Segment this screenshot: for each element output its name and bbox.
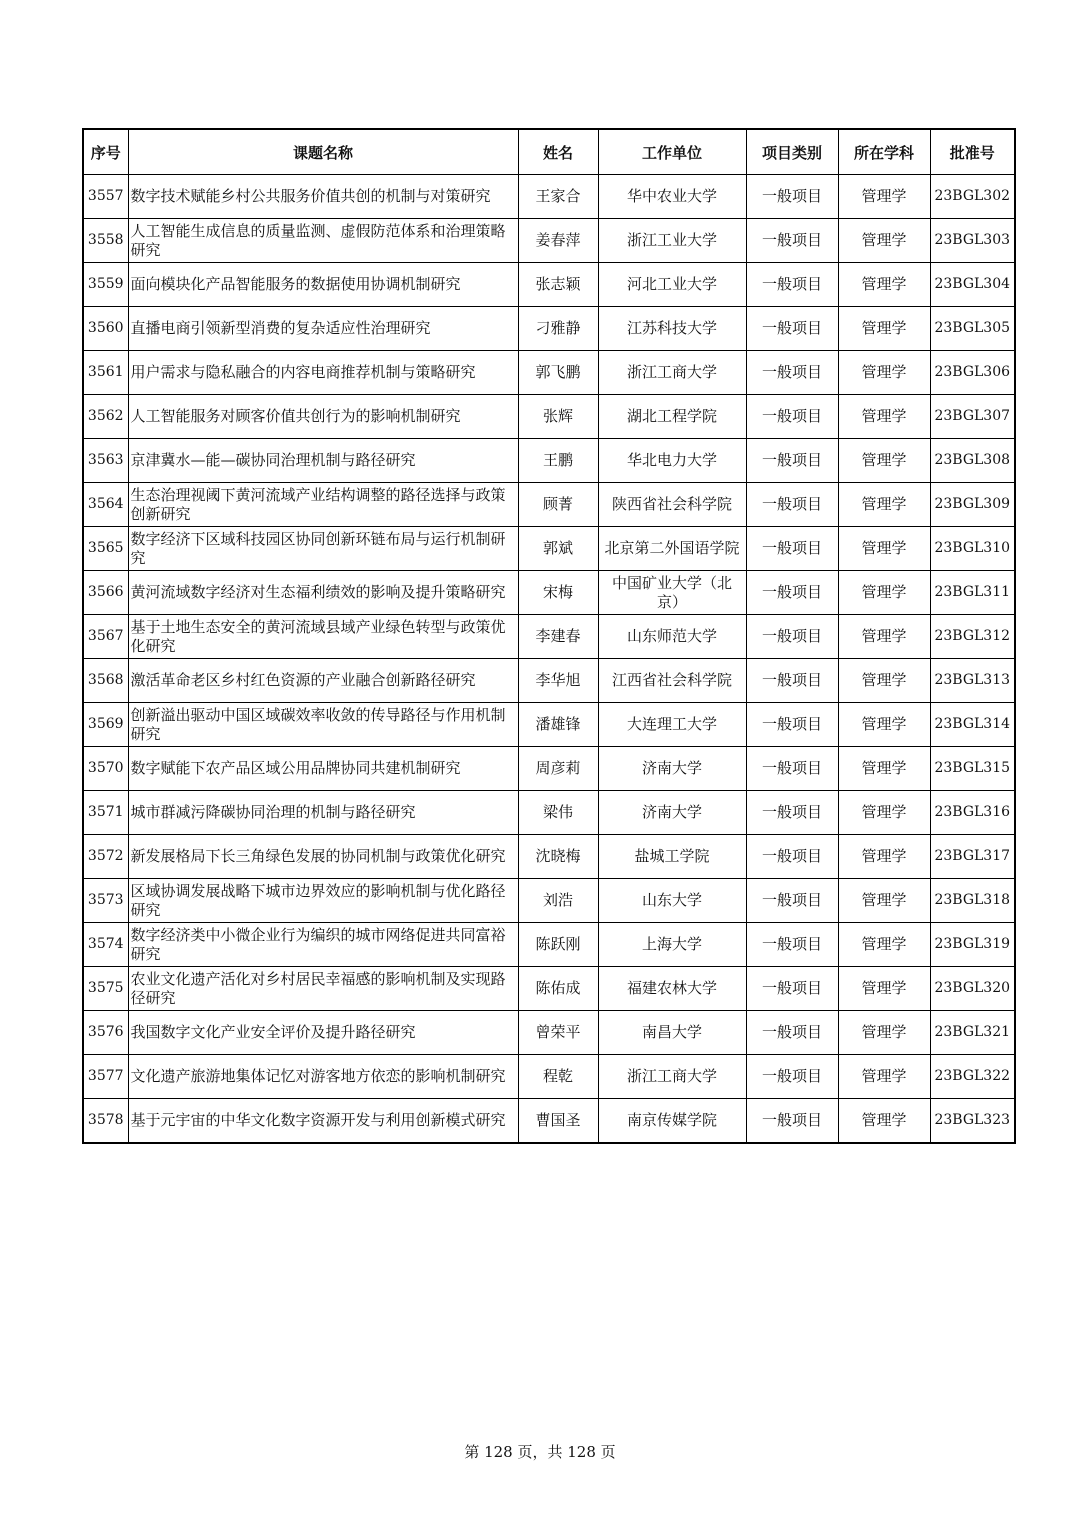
table-row bbox=[83, 571, 1015, 615]
table-row bbox=[83, 1011, 1015, 1055]
cell-unit: 济南大学 bbox=[598, 791, 746, 835]
header-no: 序号 bbox=[83, 129, 128, 175]
table-row bbox=[83, 747, 1015, 791]
cell-unit: 济南大学 bbox=[598, 747, 746, 791]
cell-category: 一般项目 bbox=[746, 879, 838, 923]
page-number: 第 128 页，共 128 页 bbox=[464, 1443, 616, 1461]
cell-category: 一般项目 bbox=[746, 615, 838, 659]
cell-unit: 河北工业大学 bbox=[598, 263, 746, 307]
cell-approval: 23BGL316 bbox=[930, 791, 1015, 835]
cell-unit: 华中农业大学 bbox=[598, 175, 746, 219]
table-row bbox=[83, 307, 1015, 351]
cell-no: 3567 bbox=[83, 615, 128, 659]
cell-discipline: 管理学 bbox=[838, 703, 930, 747]
cell-name: 程乾 bbox=[518, 1055, 598, 1099]
cell-name: 潘雄锋 bbox=[518, 703, 598, 747]
cell-name: 沈晓梅 bbox=[518, 835, 598, 879]
cell-unit: 陕西省社会科学院 bbox=[598, 483, 746, 527]
cell-category: 一般项目 bbox=[746, 835, 838, 879]
cell-approval: 23BGL308 bbox=[930, 439, 1015, 483]
table-row bbox=[83, 703, 1015, 747]
table-row bbox=[83, 923, 1015, 967]
cell-approval: 23BGL304 bbox=[930, 263, 1015, 307]
cell-unit: 山东师范大学 bbox=[598, 615, 746, 659]
cell-unit: 浙江工商大学 bbox=[598, 351, 746, 395]
cell-approval: 23BGL321 bbox=[930, 1011, 1015, 1055]
cell-approval: 23BGL310 bbox=[930, 527, 1015, 571]
cell-discipline: 管理学 bbox=[838, 615, 930, 659]
table-row bbox=[83, 527, 1015, 571]
cell-category: 一般项目 bbox=[746, 439, 838, 483]
cell-discipline: 管理学 bbox=[838, 923, 930, 967]
cell-approval: 23BGL315 bbox=[930, 747, 1015, 791]
table-row bbox=[83, 835, 1015, 879]
cell-no: 3558 bbox=[83, 219, 128, 263]
cell-no: 3557 bbox=[83, 175, 128, 219]
cell-unit: 南京传媒学院 bbox=[598, 1099, 746, 1143]
cell-approval: 23BGL319 bbox=[930, 923, 1015, 967]
table-row bbox=[83, 263, 1015, 307]
cell-unit: 大连理工大学 bbox=[598, 703, 746, 747]
cell-title: 城市群减污降碳协同治理的机制与路径研究 bbox=[128, 791, 518, 835]
cell-discipline: 管理学 bbox=[838, 1011, 930, 1055]
cell-name: 梁伟 bbox=[518, 791, 598, 835]
cell-no: 3560 bbox=[83, 307, 128, 351]
cell-title: 文化遗产旅游地集体记忆对游客地方依恋的影响机制研究 bbox=[128, 1055, 518, 1099]
cell-unit: 南昌大学 bbox=[598, 1011, 746, 1055]
cell-name: 宋梅 bbox=[518, 571, 598, 615]
cell-name: 李建春 bbox=[518, 615, 598, 659]
cell-category: 一般项目 bbox=[746, 703, 838, 747]
cell-unit: 湖北工程学院 bbox=[598, 395, 746, 439]
cell-category: 一般项目 bbox=[746, 659, 838, 703]
cell-title: 人工智能生成信息的质量监测、虚假防范体系和治理策略研究 bbox=[128, 219, 518, 263]
cell-discipline: 管理学 bbox=[838, 263, 930, 307]
header-category: 项目类别 bbox=[746, 129, 838, 175]
cell-name: 李华旭 bbox=[518, 659, 598, 703]
header-title: 课题名称 bbox=[128, 129, 518, 175]
cell-title: 黄河流域数字经济对生态福利绩效的影响及提升策略研究 bbox=[128, 571, 518, 615]
cell-category: 一般项目 bbox=[746, 571, 838, 615]
cell-approval: 23BGL312 bbox=[930, 615, 1015, 659]
cell-no: 3577 bbox=[83, 1055, 128, 1099]
table-row bbox=[83, 483, 1015, 527]
cell-category: 一般项目 bbox=[746, 527, 838, 571]
cell-name: 姜春萍 bbox=[518, 219, 598, 263]
cell-unit: 江苏科技大学 bbox=[598, 307, 746, 351]
cell-discipline: 管理学 bbox=[838, 483, 930, 527]
cell-title: 我国数字文化产业安全评价及提升路径研究 bbox=[128, 1011, 518, 1055]
table-body bbox=[83, 175, 1015, 1143]
table-row bbox=[83, 1099, 1015, 1143]
cell-approval: 23BGL307 bbox=[930, 395, 1015, 439]
projects-table bbox=[82, 128, 1016, 1144]
cell-no: 3563 bbox=[83, 439, 128, 483]
cell-unit: 上海大学 bbox=[598, 923, 746, 967]
cell-category: 一般项目 bbox=[746, 923, 838, 967]
cell-name: 王家合 bbox=[518, 175, 598, 219]
cell-category: 一般项目 bbox=[746, 1011, 838, 1055]
cell-discipline: 管理学 bbox=[838, 175, 930, 219]
cell-unit: 浙江工业大学 bbox=[598, 219, 746, 263]
table-row bbox=[83, 659, 1015, 703]
cell-no: 3572 bbox=[83, 835, 128, 879]
cell-category: 一般项目 bbox=[746, 483, 838, 527]
cell-name: 顾菁 bbox=[518, 483, 598, 527]
cell-category: 一般项目 bbox=[746, 1055, 838, 1099]
cell-unit: 山东大学 bbox=[598, 879, 746, 923]
cell-discipline: 管理学 bbox=[838, 307, 930, 351]
cell-title: 区域协调发展战略下城市边界效应的影响机制与优化路径研究 bbox=[128, 879, 518, 923]
cell-no: 3576 bbox=[83, 1011, 128, 1055]
cell-name: 刁雅静 bbox=[518, 307, 598, 351]
table-row bbox=[83, 791, 1015, 835]
cell-no: 3575 bbox=[83, 967, 128, 1011]
cell-no: 3574 bbox=[83, 923, 128, 967]
cell-title: 京津冀水—能—碳协同治理机制与路径研究 bbox=[128, 439, 518, 483]
table-row bbox=[83, 967, 1015, 1011]
cell-name: 曾荣平 bbox=[518, 1011, 598, 1055]
table-row bbox=[83, 175, 1015, 219]
cell-no: 3569 bbox=[83, 703, 128, 747]
cell-category: 一般项目 bbox=[746, 307, 838, 351]
cell-no: 3571 bbox=[83, 791, 128, 835]
cell-title: 面向模块化产品智能服务的数据使用协调机制研究 bbox=[128, 263, 518, 307]
cell-title: 人工智能服务对顾客价值共创行为的影响机制研究 bbox=[128, 395, 518, 439]
cell-discipline: 管理学 bbox=[838, 967, 930, 1011]
header-approval: 批准号 bbox=[930, 129, 1015, 175]
cell-category: 一般项目 bbox=[746, 351, 838, 395]
cell-approval: 23BGL318 bbox=[930, 879, 1015, 923]
cell-discipline: 管理学 bbox=[838, 1099, 930, 1143]
table-row bbox=[83, 439, 1015, 483]
cell-no: 3578 bbox=[83, 1099, 128, 1143]
cell-unit: 盐城工学院 bbox=[598, 835, 746, 879]
cell-discipline: 管理学 bbox=[838, 219, 930, 263]
cell-no: 3573 bbox=[83, 879, 128, 923]
table-row bbox=[83, 351, 1015, 395]
cell-approval: 23BGL322 bbox=[930, 1055, 1015, 1099]
cell-approval: 23BGL303 bbox=[930, 219, 1015, 263]
cell-name: 刘浩 bbox=[518, 879, 598, 923]
cell-name: 张辉 bbox=[518, 395, 598, 439]
cell-approval: 23BGL302 bbox=[930, 175, 1015, 219]
cell-approval: 23BGL306 bbox=[930, 351, 1015, 395]
table-row bbox=[83, 219, 1015, 263]
cell-category: 一般项目 bbox=[746, 791, 838, 835]
cell-discipline: 管理学 bbox=[838, 1055, 930, 1099]
cell-discipline: 管理学 bbox=[838, 747, 930, 791]
cell-discipline: 管理学 bbox=[838, 879, 930, 923]
cell-unit: 北京第二外国语学院 bbox=[598, 527, 746, 571]
cell-title: 新发展格局下长三角绿色发展的协同机制与政策优化研究 bbox=[128, 835, 518, 879]
cell-approval: 23BGL305 bbox=[930, 307, 1015, 351]
cell-discipline: 管理学 bbox=[838, 659, 930, 703]
cell-approval: 23BGL313 bbox=[930, 659, 1015, 703]
cell-discipline: 管理学 bbox=[838, 351, 930, 395]
cell-unit: 浙江工商大学 bbox=[598, 1055, 746, 1099]
cell-name: 王鹏 bbox=[518, 439, 598, 483]
header-unit: 工作单位 bbox=[598, 129, 746, 175]
cell-no: 3570 bbox=[83, 747, 128, 791]
cell-discipline: 管理学 bbox=[838, 439, 930, 483]
cell-title: 农业文化遗产活化对乡村居民幸福感的影响机制及实现路径研究 bbox=[128, 967, 518, 1011]
cell-unit: 江西省社会科学院 bbox=[598, 659, 746, 703]
cell-name: 周彦莉 bbox=[518, 747, 598, 791]
header-discipline: 所在学科 bbox=[838, 129, 930, 175]
cell-title: 直播电商引领新型消费的复杂适应性治理研究 bbox=[128, 307, 518, 351]
cell-discipline: 管理学 bbox=[838, 835, 930, 879]
cell-unit: 中国矿业大学（北京） bbox=[598, 571, 746, 615]
cell-title: 基于土地生态安全的黄河流域县域产业绿色转型与政策优化研究 bbox=[128, 615, 518, 659]
cell-name: 陈跃刚 bbox=[518, 923, 598, 967]
cell-discipline: 管理学 bbox=[838, 527, 930, 571]
table-row bbox=[83, 1055, 1015, 1099]
cell-no: 3566 bbox=[83, 571, 128, 615]
cell-category: 一般项目 bbox=[746, 395, 838, 439]
cell-title: 数字经济下区域科技园区协同创新环链布局与运行机制研究 bbox=[128, 527, 518, 571]
cell-unit: 福建农林大学 bbox=[598, 967, 746, 1011]
cell-no: 3568 bbox=[83, 659, 128, 703]
cell-category: 一般项目 bbox=[746, 263, 838, 307]
cell-name: 郭斌 bbox=[518, 527, 598, 571]
cell-discipline: 管理学 bbox=[838, 571, 930, 615]
cell-name: 张志颖 bbox=[518, 263, 598, 307]
cell-no: 3564 bbox=[83, 483, 128, 527]
cell-title: 数字经济类中小微企业行为编织的城市网络促进共同富裕研究 bbox=[128, 923, 518, 967]
cell-category: 一般项目 bbox=[746, 1099, 838, 1143]
table-row bbox=[83, 395, 1015, 439]
cell-category: 一般项目 bbox=[746, 175, 838, 219]
cell-approval: 23BGL323 bbox=[930, 1099, 1015, 1143]
cell-category: 一般项目 bbox=[746, 967, 838, 1011]
cell-no: 3561 bbox=[83, 351, 128, 395]
cell-discipline: 管理学 bbox=[838, 791, 930, 835]
cell-approval: 23BGL309 bbox=[930, 483, 1015, 527]
cell-discipline: 管理学 bbox=[838, 395, 930, 439]
cell-title: 创新溢出驱动中国区域碳效率收敛的传导路径与作用机制研究 bbox=[128, 703, 518, 747]
cell-title: 基于元宇宙的中华文化数字资源开发与利用创新模式研究 bbox=[128, 1099, 518, 1143]
cell-approval: 23BGL311 bbox=[930, 571, 1015, 615]
cell-unit: 华北电力大学 bbox=[598, 439, 746, 483]
cell-approval: 23BGL317 bbox=[930, 835, 1015, 879]
cell-no: 3565 bbox=[83, 527, 128, 571]
cell-no: 3562 bbox=[83, 395, 128, 439]
cell-title: 数字技术赋能乡村公共服务价值共创的机制与对策研究 bbox=[128, 175, 518, 219]
table-row bbox=[83, 879, 1015, 923]
cell-approval: 23BGL314 bbox=[930, 703, 1015, 747]
cell-name: 曹国圣 bbox=[518, 1099, 598, 1143]
cell-title: 用户需求与隐私融合的内容电商推荐机制与策略研究 bbox=[128, 351, 518, 395]
cell-approval: 23BGL320 bbox=[930, 967, 1015, 1011]
cell-category: 一般项目 bbox=[746, 747, 838, 791]
table-row bbox=[83, 615, 1015, 659]
cell-title: 激活革命老区乡村红色资源的产业融合创新路径研究 bbox=[128, 659, 518, 703]
header-name: 姓名 bbox=[518, 129, 598, 175]
cell-title: 生态治理视阈下黄河流域产业结构调整的路径选择与政策创新研究 bbox=[128, 483, 518, 527]
cell-title: 数字赋能下农产品区域公用品牌协同共建机制研究 bbox=[128, 747, 518, 791]
cell-no: 3559 bbox=[83, 263, 128, 307]
table-header-row bbox=[83, 129, 1015, 175]
cell-category: 一般项目 bbox=[746, 219, 838, 263]
cell-name: 陈佑成 bbox=[518, 967, 598, 1011]
cell-name: 郭飞鹏 bbox=[518, 351, 598, 395]
